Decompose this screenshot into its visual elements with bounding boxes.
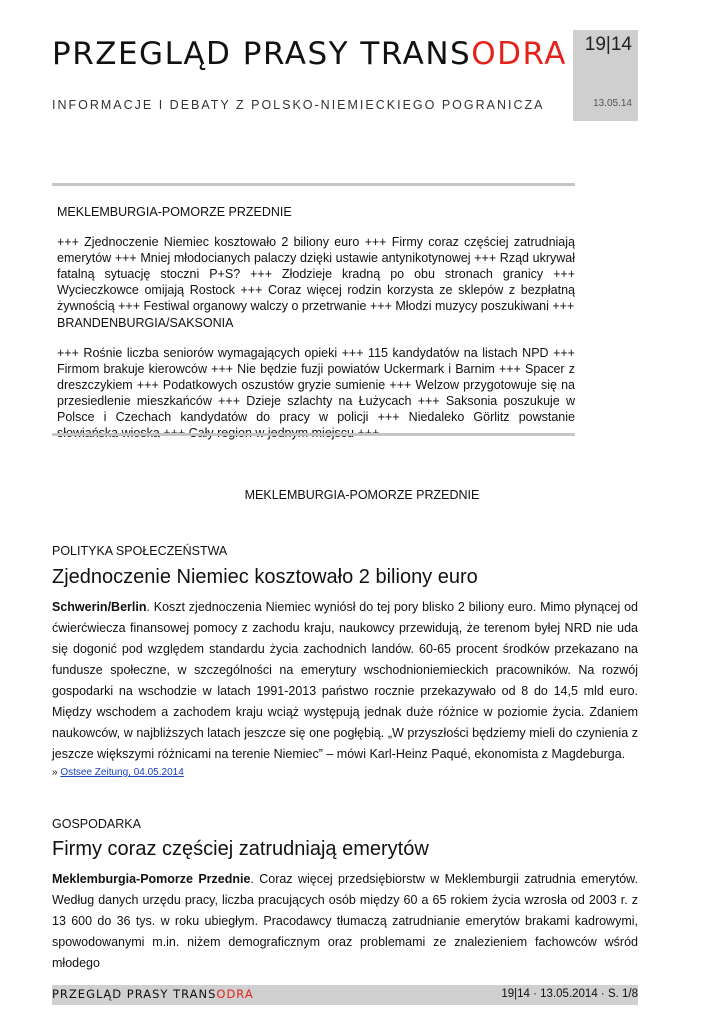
source-link[interactable]: Ostsee Zeitung, 04.05.2014 [60,767,184,778]
footer-title [52,987,254,1001]
article-location: Meklemburgia-Pomorze Przednie [52,872,251,886]
summary-bottom-rule [52,433,575,436]
page-footer [52,985,638,1005]
article-location: Schwerin/Berlin [52,600,147,614]
issue-box [573,30,638,121]
article-title: Zjednoczenie Niemiec kosztowało 2 biliony euro [52,566,478,588]
issue-date: 13.05.14 [593,98,632,109]
footer-page-info: 19|14 · 13.05.2014 · S. 1/8 [501,988,638,1000]
masthead-title-main: PRZEGLĄD PRASY TRANS [52,36,472,72]
summary-heading-brandenburg: BRANDENBURGIA/SAKSONIA [57,316,234,330]
article-category: POLITYKA SPOŁECZEŃSTWA [52,544,228,558]
article-body [52,869,638,974]
footer-title-accent: ODRA [216,987,254,1001]
masthead-title-accent: ODRA [471,36,567,72]
masthead-title [52,34,567,74]
article-body [52,597,638,765]
article-source [52,767,184,778]
region-heading: MEKLEMBURGIA-POMORZE PRZEDNIE [244,488,480,502]
masthead-subtitle: INFORMACJE I DEBATY Z POLSKO-NIEMIECKIEGO POGRANICZA [52,98,545,112]
article-text: . Koszt zjednoczenia Niemiec wyniósł do tej pory blisko 2 biliony euro. Mimo płynącej od ćwierćwiecza finansowej pomocy z zachodu kraju, naukowcy przewidują, że terenom byłej NRD nie uda się dogonić pod względem standardu życia zachodnich landów. 60-65 procent środków przekazano na fundusze społeczne, w szczególności na emerytury wschodnioniemieckich pracowników. Na rozwój gospodarki na wschodzie w latach 1991-2013 państwo rocznie przekazywało od 8 do 14,5 mld euro. Między wschodem a zachodem kraju wciąż występują jednak duże różnice w poziomie życia. Zdaniem naukowców, w najbliższych latach jeszcze się one pogłębią. „W przyszłości będziemy mieli do czynienia z jeszcze większymi różnicami na terenie Niemiec” – mówi Karl-Heinz Paqué, ekonomista z Magdeburga. [52,600,638,761]
summary-text-brandenburg: +++ Rośnie liczba seniorów wymagających opieki +++ 115 kandydatów na listach NPD +++ Firmom brakuje kierowców +++ Nie będzie fuzji powiatów Uckermark i Barnim +++ Spacer z dreszczykiem +++ Podatkowych oszustów gryzie sumienie +++ Welzow przygotowuje się na przesiedlenie mieszkańców +++ Dzieje szlachty na Łużycach +++ Saksonia poszukuje w Polsce i Czechach kandydatów do pracy w policji +++ Niedaleko Görlitz powstanie [57,346,575,424]
summary-top-rule [52,183,575,186]
summary-heading-mv: MEKLEMBURGIA-POMORZE PRZEDNIE [57,205,292,219]
footer-title-main: PRZEGLĄD PRASY TRANS [52,987,217,1001]
article-category: GOSPODARKA [52,817,141,831]
article-text: . Coraz więcej przedsiębiorstw w Meklemburgii zatrudnia emerytów. Według danych urzędu pracy, liczba pracujących osób między 60 a 65 rokiem życia wzrosła od 2003 r. z 13 600 do 36 tys. w roku ubiegłym. Pracodawcy tłumaczą zatrudnianie emerytów brakami kadrowymi, spowodowanymi m.in. niżem demograficznym oraz problemami ze znalezieniem fachowców wśród młodego [52,872,638,970]
summary-text-mv: +++ Zjednoczenie Niemiec kosztowało 2 biliony euro +++ Firmy coraz częściej zatrudniają emerytów +++ Mniej młodocianych palaczy dzięki ustawie antynikotynowej +++ Rząd ukrywał fatalną sytuację stoczni P+S? +++ Złodzieje kradną po obu stronach granicy +++ Wycieczkowce omijają Rostock +++ Coraz więcej rodzin korzysta ze sklepów z bezpłatną żywnością +++ Festiwal organowy walczy o przetrwanie +++ Młodzi muzycy poszukiwani +++ [57,235,575,313]
article-title: Firmy coraz częściej zatrudniają emerytów [52,838,429,860]
issue-number: 19|14 [584,34,632,55]
source-prefix: » [52,767,61,778]
